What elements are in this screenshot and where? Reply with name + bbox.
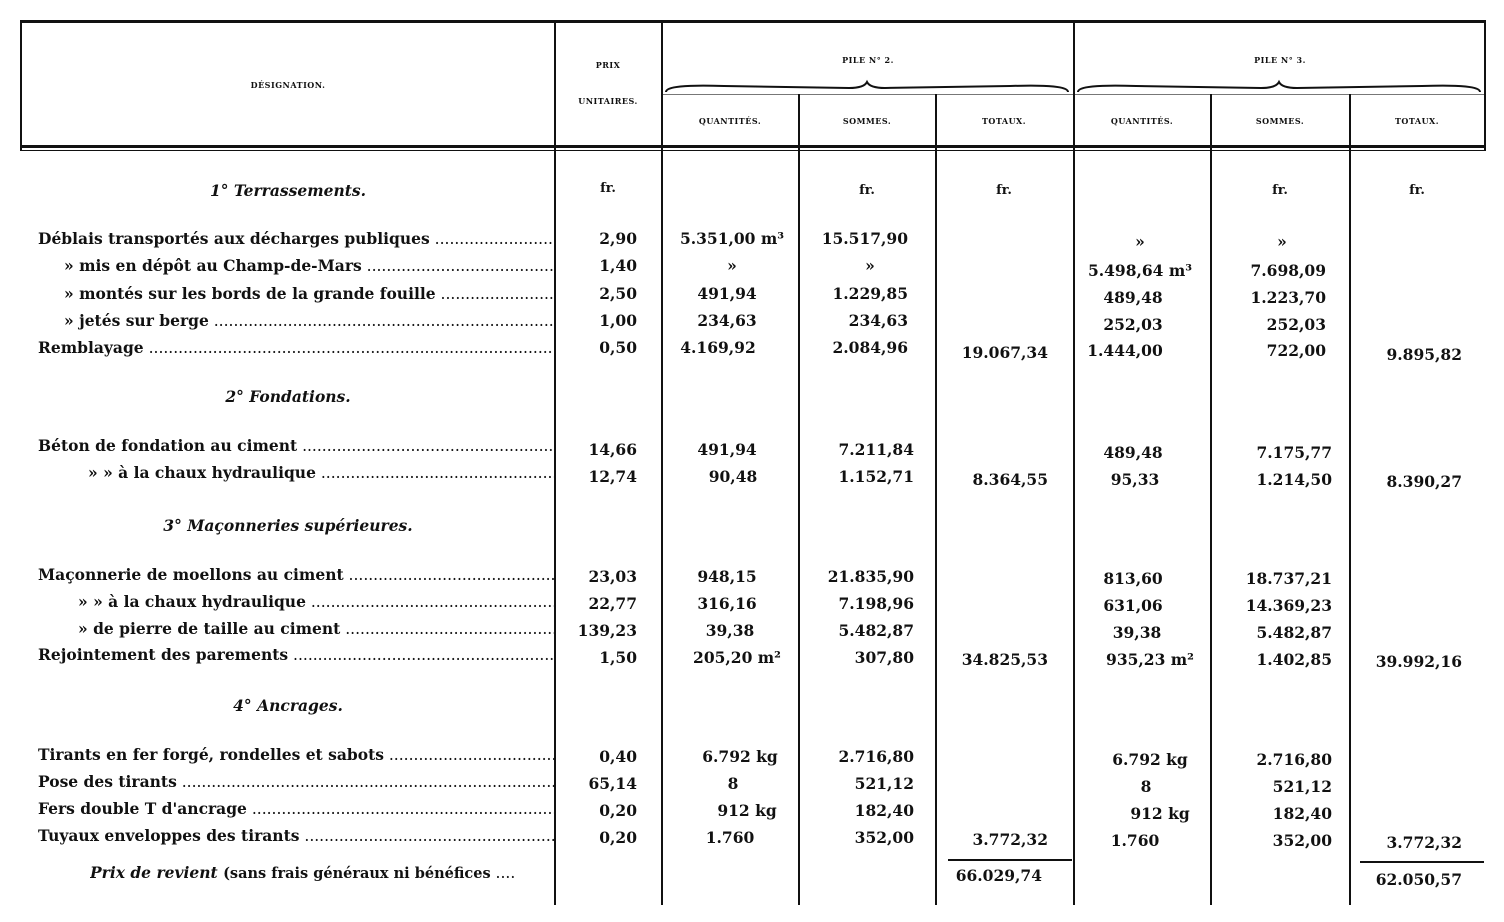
col-sep-q3 xyxy=(1210,94,1212,905)
total-t3: 62.050,57 xyxy=(1375,870,1462,889)
section-title: 2° Fondations. xyxy=(225,387,351,406)
row-label: Rejointement des parements ..... xyxy=(38,645,554,664)
total-label-italic: Prix de revient xyxy=(90,863,218,882)
row-label: Remblayage ..... xyxy=(38,338,554,357)
header-totaux-2: TOTAUX. xyxy=(981,116,1027,126)
cell-t3: 3.772,32 xyxy=(1386,833,1462,852)
cell-q2: 90,48 xyxy=(708,467,758,486)
row-label: » de pierre de taille au ciment ..... xyxy=(38,619,554,638)
cell-s2: 182,40 xyxy=(854,801,914,820)
cell-q2: 1.760 xyxy=(705,828,755,847)
row-label: Maçonnerie de moellons au ciment ..... xyxy=(38,565,554,584)
left-border xyxy=(20,20,22,151)
header-bottom-rule xyxy=(20,145,1486,148)
cell-prix: 14,66 xyxy=(588,440,637,459)
cell-s2: 307,80 xyxy=(854,648,914,667)
cell-s3: 182,40 xyxy=(1272,804,1332,823)
col-sep-designation xyxy=(554,20,556,905)
cell-s2: 521,12 xyxy=(854,774,914,793)
cell-t2: 34.825,53 xyxy=(961,650,1048,669)
cell-q3: 935,23 m² xyxy=(1106,650,1194,669)
header-pile2: PILE N° 2. xyxy=(842,55,894,65)
cell-q3: 6.792 kg xyxy=(1112,750,1188,769)
col-sep-q2 xyxy=(798,94,800,905)
cell-q2: 316,16 xyxy=(697,594,757,613)
cell-s3: 1.214,50 xyxy=(1256,470,1332,489)
total-rule-3 xyxy=(1360,861,1484,863)
cell-prix: 12,74 xyxy=(588,467,637,486)
cell-q2: 234,63 xyxy=(697,311,757,330)
cell-q2: 948,15 xyxy=(697,567,757,586)
row-label: » » à la chaux hydraulique ..... xyxy=(38,592,554,611)
cell-t3: 9.895,82 xyxy=(1386,345,1462,364)
row-label: Déblais transportés aux décharges publiques ..... xyxy=(38,229,554,248)
cell-s3: 521,12 xyxy=(1272,777,1332,796)
cell-q3: 489,48 xyxy=(1103,288,1163,307)
cell-q3: 95,33 xyxy=(1110,470,1160,489)
pile3-brace xyxy=(1076,78,1482,96)
cell-prix: 23,03 xyxy=(588,567,637,586)
cell-prix: 65,14 xyxy=(588,774,637,793)
cell-q2: 5.351,00 m³ xyxy=(679,229,785,248)
cell-s2: 7.211,84 xyxy=(838,440,914,459)
unit-totaux-2: fr. xyxy=(996,183,1012,198)
cell-s3: 18.737,21 xyxy=(1245,569,1332,588)
section-title: 3° Maçonneries supérieures. xyxy=(163,516,413,535)
total-rule-2 xyxy=(948,859,1072,861)
cell-q3: 1.760 xyxy=(1110,831,1160,850)
cell-q2: 4.169,92 xyxy=(680,338,756,357)
col-sep-prix xyxy=(661,20,663,905)
header-designation: DÉSIGNATION. xyxy=(250,80,326,90)
cell-q3: 252,03 xyxy=(1103,315,1163,334)
header-pile3: PILE N° 3. xyxy=(1254,55,1306,65)
cell-q2: 912 kg xyxy=(717,801,777,820)
cell-q2: 205,20 m² xyxy=(693,648,781,667)
cell-s3: 14.369,23 xyxy=(1245,596,1332,615)
cell-q2: 8 xyxy=(727,774,739,793)
cell-s2: 352,00 xyxy=(854,828,914,847)
cell-q3: 912 kg xyxy=(1130,804,1190,823)
cell-t3: 8.390,27 xyxy=(1386,472,1462,491)
header-unitaires: UNITAIRES. xyxy=(578,96,638,106)
header-totaux-3: TOTAUX. xyxy=(1394,116,1440,126)
cell-q2: 491,94 xyxy=(697,440,757,459)
cell-s2: 2.716,80 xyxy=(838,747,914,766)
total-t2: 66.029,74 xyxy=(955,866,1042,885)
cell-s2: 1.152,71 xyxy=(838,467,914,486)
header-sommes-3: SOMMES. xyxy=(1255,116,1305,126)
unit-prix: fr. xyxy=(600,181,616,196)
row-label: » mis en dépôt au Champ-de-Mars ..... xyxy=(38,256,554,275)
unit-totaux-3: fr. xyxy=(1409,183,1425,198)
cell-prix: 1,00 xyxy=(599,311,637,330)
cell-s2: » xyxy=(865,256,875,275)
cell-q2: » xyxy=(727,256,737,275)
header-quantites-2: QUANTITÉS. xyxy=(698,116,762,126)
cell-t2: 3.772,32 xyxy=(972,830,1048,849)
row-label: » jetés sur berge ..... xyxy=(38,311,554,330)
unit-sommes-3: fr. xyxy=(1272,183,1288,198)
cell-s3: 1.223,70 xyxy=(1250,288,1326,307)
cell-prix: 2,90 xyxy=(599,229,637,248)
cell-q3: 1.444,00 xyxy=(1087,341,1163,360)
row-label: Tirants en fer forgé, rondelles et sabots ..... xyxy=(38,745,554,764)
cell-s3: 352,00 xyxy=(1272,831,1332,850)
cell-t3: 39.992,16 xyxy=(1375,652,1462,671)
cell-prix: 139,23 xyxy=(577,621,637,640)
cell-prix: 1,40 xyxy=(599,256,637,275)
cell-s3: 722,00 xyxy=(1266,341,1326,360)
col-sep-s3 xyxy=(1349,94,1351,905)
cell-q3: 39,38 xyxy=(1112,623,1162,642)
cell-prix: 2,50 xyxy=(599,284,637,303)
header-sommes-2: SOMMES. xyxy=(842,116,892,126)
row-label: Fers double T d'ancrage ..... xyxy=(38,799,554,818)
cell-s3: 1.402,85 xyxy=(1256,650,1332,669)
row-label: » » à la chaux hydraulique ..... xyxy=(38,463,554,482)
cell-prix: 0,40 xyxy=(599,747,637,766)
cell-t2: 8.364,55 xyxy=(972,470,1048,489)
cell-q3: » xyxy=(1135,232,1145,251)
cell-s2: 2.084,96 xyxy=(832,338,908,357)
cell-s2: 234,63 xyxy=(848,311,908,330)
row-label: Béton de fondation au ciment ..... xyxy=(38,436,554,455)
cell-s3: 7.698,09 xyxy=(1250,261,1326,280)
cell-q3: 8 xyxy=(1140,777,1152,796)
cell-t2: 19.067,34 xyxy=(961,343,1048,362)
cell-q3: 489,48 xyxy=(1103,443,1163,462)
cell-prix: 1,50 xyxy=(599,648,637,667)
cell-s3: 5.482,87 xyxy=(1256,623,1332,642)
cell-s3: 252,03 xyxy=(1266,315,1326,334)
row-label: Pose des tirants ..... xyxy=(38,772,554,791)
cell-s2: 5.482,87 xyxy=(838,621,914,640)
cell-prix: 0,50 xyxy=(599,338,637,357)
cell-s3: » xyxy=(1277,232,1287,251)
cell-s2: 21.835,90 xyxy=(827,567,914,586)
header-bottom-rule-thin xyxy=(20,150,1486,151)
unit-sommes-2: fr. xyxy=(859,183,875,198)
pile2-brace xyxy=(664,78,1070,96)
col-sep-s2 xyxy=(935,94,937,905)
row-label: » montés sur les bords de la grande fouille ..... xyxy=(38,284,554,303)
cell-s2: 7.198,96 xyxy=(838,594,914,613)
cell-q3: 813,60 xyxy=(1103,569,1163,588)
row-label: Tuyaux enveloppes des tirants ..... xyxy=(38,826,554,845)
total-label-rest: (sans frais généraux ni bénéfices xyxy=(223,865,491,882)
cell-q2: 6.792 kg xyxy=(702,747,778,766)
cell-q2: 491,94 xyxy=(697,284,757,303)
cell-s2: 1.229,85 xyxy=(832,284,908,303)
header-quantites-3: QUANTITÉS. xyxy=(1110,116,1174,126)
cell-q3: 631,06 xyxy=(1103,596,1163,615)
cell-q3: 5.498,64 m³ xyxy=(1087,261,1193,280)
right-border xyxy=(1484,20,1486,151)
section-title: 4° Ancrages. xyxy=(233,696,343,715)
header-prix: PRIX xyxy=(595,60,621,70)
cell-s3: 7.175,77 xyxy=(1256,443,1332,462)
col-sep-pile xyxy=(1073,20,1075,905)
cell-prix: 0,20 xyxy=(599,828,637,847)
cell-s3: 2.716,80 xyxy=(1256,750,1332,769)
cell-s2: 15.517,90 xyxy=(821,229,908,248)
cell-prix: 0,20 xyxy=(599,801,637,820)
cell-prix: 22,77 xyxy=(588,594,637,613)
top-rule xyxy=(20,20,1486,23)
total-label: Prix de revient (sans frais généraux ni bénéfices .... xyxy=(90,863,516,882)
cell-q2: 39,38 xyxy=(705,621,755,640)
section-title: 1° Terrassements. xyxy=(209,181,367,200)
